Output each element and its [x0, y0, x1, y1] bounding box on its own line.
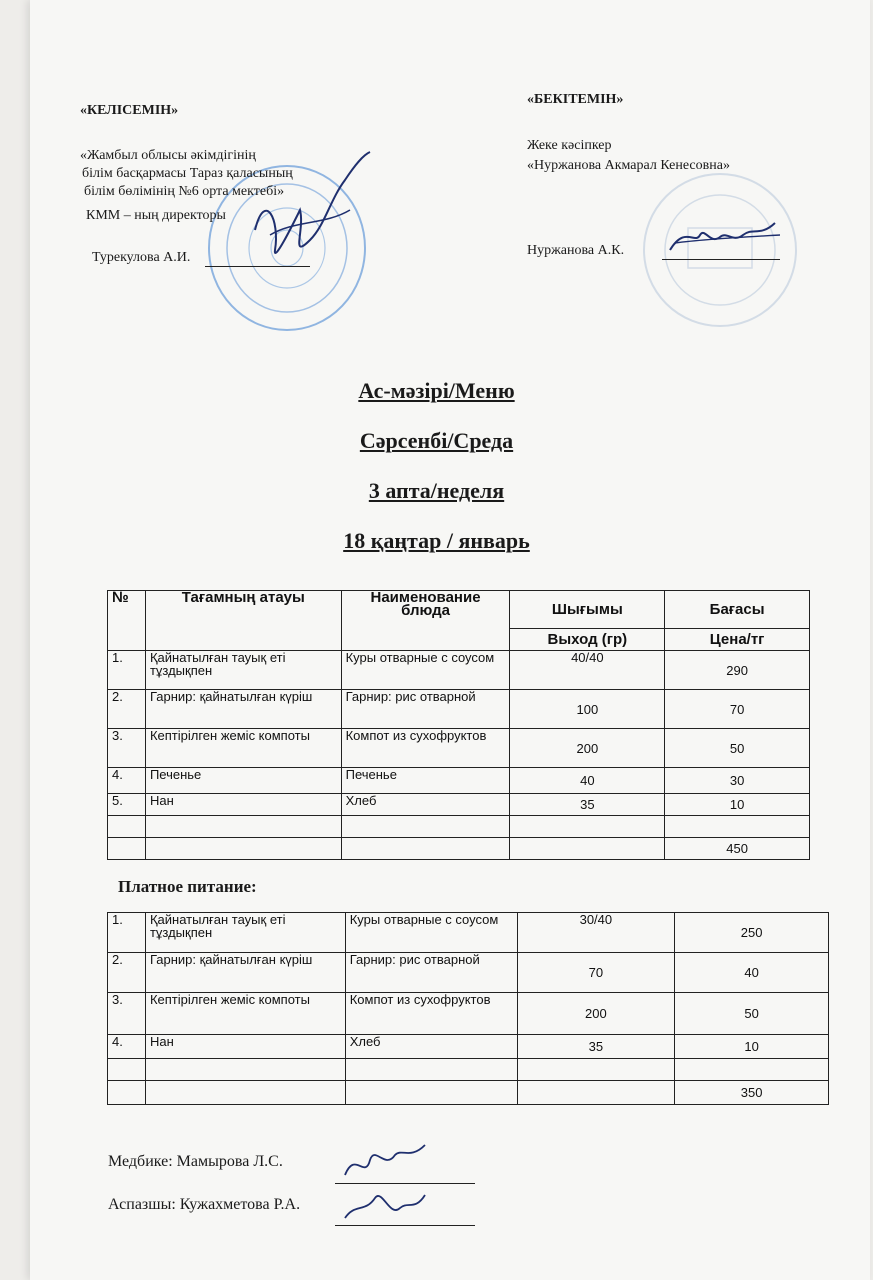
dish-name-ru: Хлеб: [345, 1035, 517, 1059]
agreed-heading: «КЕЛІСЕМІН»: [80, 103, 179, 118]
dish-name-kz: Қайнатылған тауық еті тұздықпен: [145, 651, 341, 690]
right-signature: [665, 215, 785, 265]
table-row: [108, 651, 810, 690]
table-row: [108, 690, 810, 729]
table-row: [108, 729, 810, 768]
left-block-line-2: білім басқармасы Тараз қаласының: [82, 166, 293, 181]
table-row: [108, 953, 829, 993]
table-row: [108, 768, 810, 794]
dish-price: 40: [675, 953, 829, 993]
row-number: 1.: [108, 651, 146, 690]
dish-name-kz: Печенье: [145, 768, 341, 794]
dish-name-ru: Гарнир: рис отварной: [341, 690, 510, 729]
dish-name-ru: Компот из сухофруктов: [345, 993, 517, 1035]
dish-name-kz: Кептірілген жеміс компоты: [145, 993, 345, 1035]
header-output-ru: Выход (гр): [510, 629, 665, 651]
dish-name-kz: Нан: [145, 794, 341, 816]
date-title: 18 қаңтар / январь: [343, 528, 530, 553]
total-price: 450: [665, 838, 810, 860]
paid-meal-table: [107, 912, 829, 1105]
table-row: [108, 993, 829, 1035]
right-block-line-1: Жеке кәсіпкер: [527, 138, 612, 153]
table-row: [108, 794, 810, 816]
dish-price: 250: [675, 913, 829, 953]
dish-name-kz: Қайнатылған тауық еті тұздықпен: [145, 913, 345, 953]
dish-price: 70: [665, 690, 810, 729]
dish-name-ru: Куры отварные с соусом: [341, 651, 510, 690]
dish-price: 50: [675, 993, 829, 1035]
dish-output: 30/40: [517, 913, 675, 953]
left-signature: [235, 150, 375, 275]
dish-price: 290: [665, 651, 810, 690]
table-row: [108, 913, 829, 953]
header-number: №: [108, 591, 146, 651]
dish-output: 100: [510, 690, 665, 729]
dish-name-kz: Гарнир: қайнатылған күріш: [145, 690, 341, 729]
dish-price: 50: [665, 729, 810, 768]
left-signer-name: Турекулова А.И.: [92, 250, 191, 265]
row-number: 3.: [108, 729, 146, 768]
row-number: 4.: [108, 1035, 146, 1059]
nurse-signature: [340, 1140, 430, 1185]
header-price-kz: Бағасы: [665, 591, 810, 629]
row-number: 1.: [108, 913, 146, 953]
left-block-line-1: «Жамбыл облысы әкімдігінің: [80, 148, 256, 163]
total-row: [108, 838, 810, 860]
row-number: 2.: [108, 953, 146, 993]
row-number: 4.: [108, 768, 146, 794]
free-meal-table: [107, 590, 810, 860]
right-signer-name: Нуржанова А.К.: [527, 243, 625, 258]
dish-price: 30: [665, 768, 810, 794]
dish-name-kz: Кептірілген жеміс компоты: [145, 729, 341, 768]
dish-name-ru: Хлеб: [341, 794, 510, 816]
menu-title: Ас-мәзірі/Меню: [358, 378, 515, 403]
cook-signature: [340, 1183, 430, 1228]
row-number: 5.: [108, 794, 146, 816]
total-row: [108, 1081, 829, 1105]
header-name-ru: Наименование блюда: [341, 591, 510, 651]
nurse-label: Медбике: Мамырова Л.С.: [108, 1153, 283, 1170]
header-price-ru: Цена/тг: [665, 629, 810, 651]
dish-name-kz: Нан: [145, 1035, 345, 1059]
cook-label: Аспазшы: Кужахметова Р.А.: [108, 1196, 301, 1213]
dish-output: 35: [510, 794, 665, 816]
left-block-line-4: КММ – ның директоры: [86, 208, 226, 223]
row-number: 3.: [108, 993, 146, 1035]
dish-name-ru: Гарнир: рис отварной: [345, 953, 517, 993]
header-output-kz: Шығымы: [510, 591, 665, 629]
week-title: 3 апта/неделя: [368, 478, 505, 503]
dish-output: 35: [517, 1035, 675, 1059]
dish-output: 200: [517, 993, 675, 1035]
dish-price: 10: [675, 1035, 829, 1059]
left-block-line-3: білім бөлімінің №6 орта мектебі»: [84, 184, 285, 199]
header-name-kz: Тағамның атауы: [145, 591, 341, 651]
dish-output: 70: [517, 953, 675, 993]
dish-output: 40/40: [510, 651, 665, 690]
dish-name-ru: Печенье: [341, 768, 510, 794]
dish-name-kz: Гарнир: қайнатылған күріш: [145, 953, 345, 993]
day-title: Сәрсенбі/Среда: [359, 428, 514, 453]
dish-price: 10: [665, 794, 810, 816]
approved-heading: «БЕКІТЕМІН»: [527, 92, 624, 107]
dish-output: 200: [510, 729, 665, 768]
dish-output: 40: [510, 768, 665, 794]
right-block-line-2: «Нуржанова Акмарал Кенесовна»: [527, 158, 730, 173]
row-number: 2.: [108, 690, 146, 729]
dish-name-ru: Куры отварные с соусом: [345, 913, 517, 953]
paid-meals-label: Платное питание:: [118, 877, 257, 896]
table-row: [108, 816, 810, 838]
table-row: [108, 1035, 829, 1059]
table-row: [108, 1059, 829, 1081]
dish-name-ru: Компот из сухофруктов: [341, 729, 510, 768]
total-price: 350: [675, 1081, 829, 1105]
